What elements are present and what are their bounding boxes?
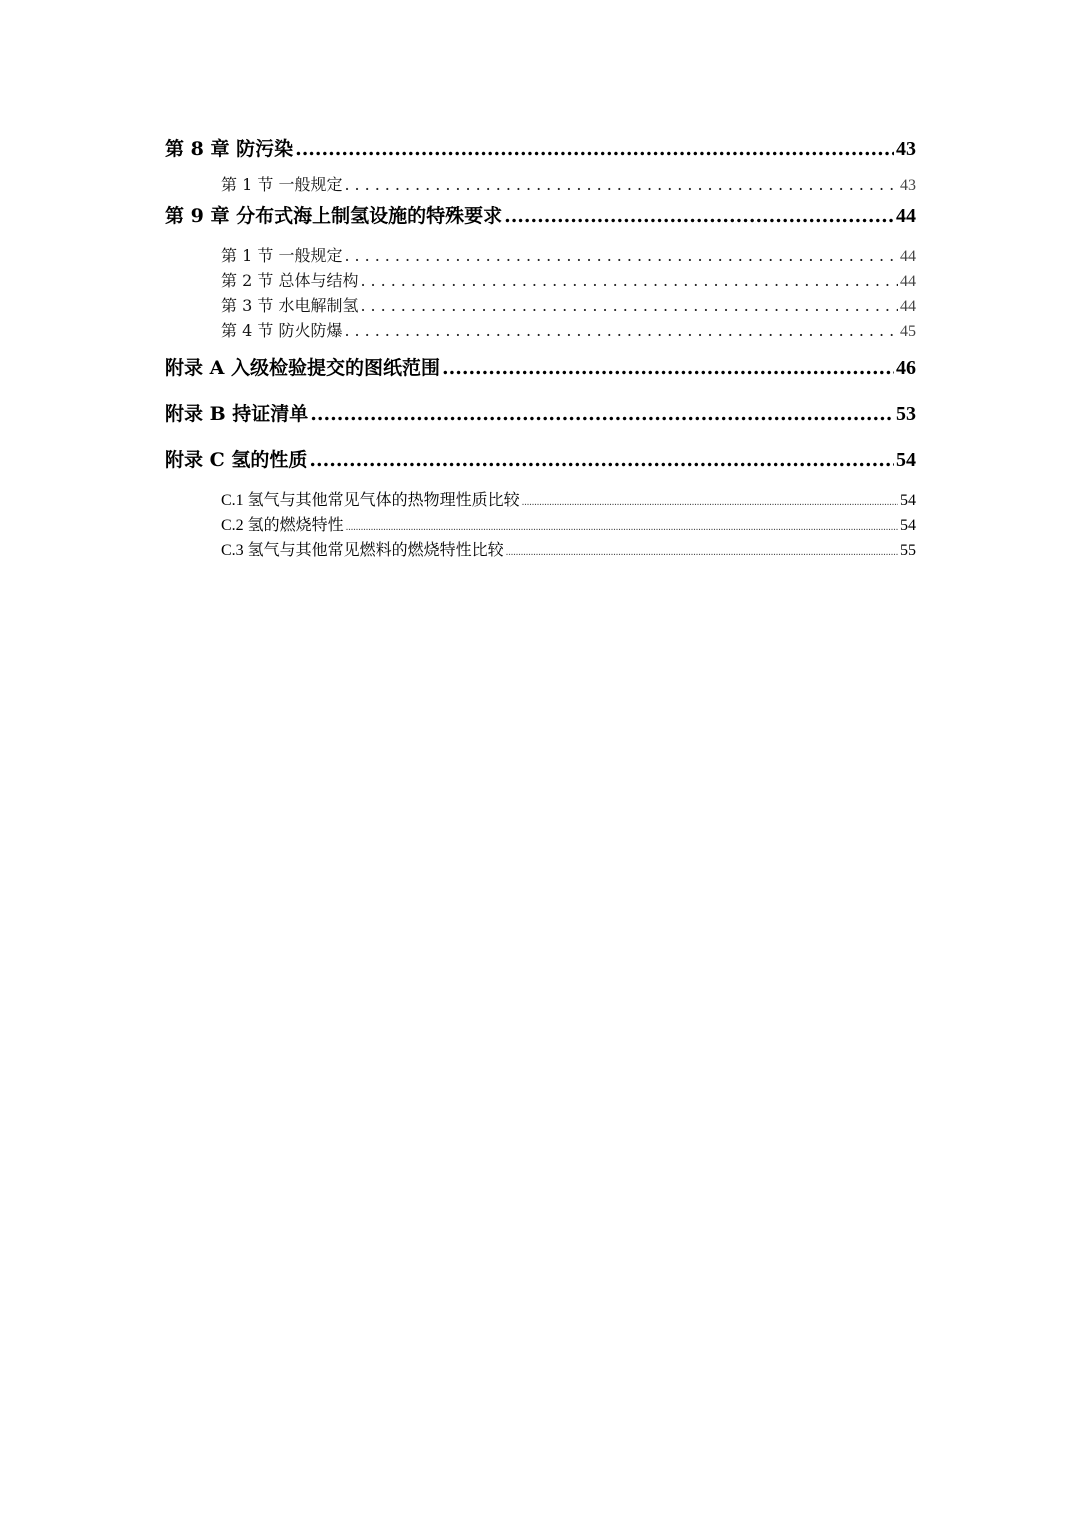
toc-page-number: 54 <box>900 517 916 534</box>
toc-page-number: 55 <box>900 542 916 559</box>
toc-page-number: 46 <box>896 357 916 379</box>
dot-leader <box>360 271 898 290</box>
toc-entry-label: 附录 A 入级检验提交的图纸范围 <box>165 357 440 379</box>
dot-leader <box>295 138 894 160</box>
toc-page-number: 43 <box>896 138 916 160</box>
toc-appendix-c-3[interactable] <box>165 537 916 562</box>
dot-leader <box>504 205 894 227</box>
toc-appendix-c-2[interactable] <box>165 512 916 537</box>
toc-chapter-8[interactable] <box>165 134 916 166</box>
toc-chapter-9[interactable] <box>165 201 916 233</box>
toc-entry-label: 第 2 节 总体与结构 <box>221 271 359 290</box>
dot-leader <box>344 321 898 340</box>
dot-leader <box>310 403 894 425</box>
toc-appendix-b[interactable] <box>165 399 916 431</box>
toc-entry-label: C.2 氢的燃烧特性 <box>221 517 344 534</box>
toc-section-9-3[interactable] <box>165 293 916 318</box>
toc-entry-label: 第 3 节 水电解制氢 <box>221 296 359 315</box>
toc-page-number: 45 <box>900 323 916 340</box>
toc-page-number: 44 <box>900 248 916 265</box>
toc-entry-label: 第 9 章 分布式海上制氢设施的特殊要求 <box>165 205 503 227</box>
dot-leader <box>522 497 898 508</box>
toc-page-number: 54 <box>896 449 916 471</box>
toc-entry-label: 第 4 节 防火防爆 <box>221 321 343 340</box>
dot-leader <box>360 296 898 315</box>
table-of-contents <box>165 130 916 562</box>
toc-appendix-c[interactable] <box>165 445 916 477</box>
dot-leader <box>309 449 894 471</box>
toc-entry-label: 第 1 节 一般规定 <box>221 175 343 194</box>
toc-entry-label: C.3 氢气与其他常见燃料的燃烧特性比较 <box>221 542 504 559</box>
toc-entry-label: 第 8 章 防污染 <box>165 138 294 160</box>
toc-appendix-a[interactable] <box>165 353 916 385</box>
toc-page-number: 44 <box>896 205 916 227</box>
toc-section-9-2[interactable] <box>165 268 916 293</box>
toc-entry-label: 附录 B 持证清单 <box>165 403 309 425</box>
toc-appendix-c-1[interactable] <box>165 487 916 512</box>
toc-entry-label: 第 1 节 一般规定 <box>221 246 343 265</box>
toc-section-9-4[interactable] <box>165 318 916 343</box>
dot-leader <box>346 522 898 533</box>
toc-section-8-1[interactable] <box>165 172 916 197</box>
dot-leader <box>506 547 898 558</box>
dot-leader <box>442 357 894 379</box>
toc-page-number: 44 <box>900 273 916 290</box>
toc-page-number: 53 <box>896 403 916 425</box>
toc-page-number: 54 <box>900 492 916 509</box>
dot-leader <box>344 175 898 194</box>
toc-entry-label: 附录 C 氢的性质 <box>165 449 308 471</box>
toc-page-number: 43 <box>900 177 916 194</box>
toc-page-number: 44 <box>900 298 916 315</box>
toc-entry-label: C.1 氢气与其他常见气体的热物理性质比较 <box>221 492 520 509</box>
toc-section-9-1[interactable] <box>165 243 916 268</box>
dot-leader <box>344 246 898 265</box>
